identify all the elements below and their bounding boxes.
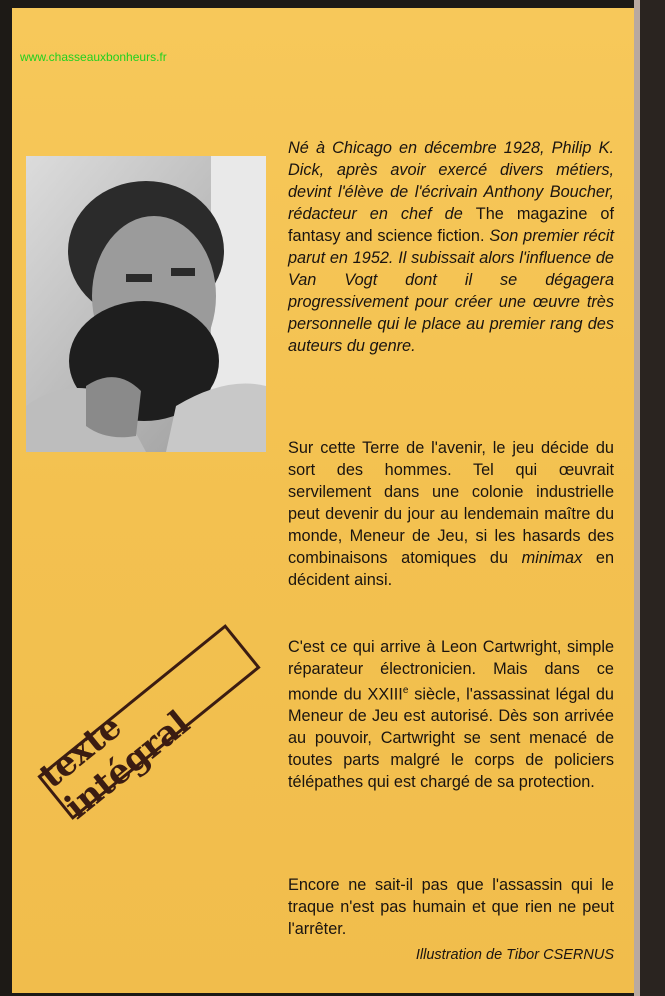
stamp-label: texte intégral [32,703,198,828]
author-photo [26,156,266,452]
spine-edge [634,0,640,996]
bio-text-1: Né à Chicago en décembre 1928, Philip K. Dick, après avoir exercé divers métiers, devint l'élève de l'écrivain Anthony Boucher, rédacteur en chef de [288,139,614,223]
century-superscript: e [402,685,409,696]
synopsis-2-end: siècle, l'assassinat légal du Meneur de Jeu est autorisé. Dès son arrivée au pouvoir, Cartwright se sent menacé de toutes parts malgré le corps de policiers télépathes qui est chargé de sa protection. [288,685,614,792]
minimax-word: minimax [521,549,583,567]
author-biography [288,137,614,357]
synopsis-1-end: en décident ainsi. [288,549,614,589]
synopsis-1-text: Sur cette Terre de l'avenir, le jeu décide du sort des hommes. Tel qui œuvrait servilement dans une colonie industrielle peut devenir du jour au lendemain maître du monde, Meneur de Jeu, si les hasards des combinaisons atomiques du [288,439,614,567]
magazine-title: The magazine of fantasy and science fiction. [288,205,614,245]
illustration-credit: Illustration de Tibor CSERNUS [415,947,614,963]
synopsis-paragraph-2 [288,636,614,793]
watermark-url[interactable]: www.chasseauxbonheurs.fr [20,50,167,64]
synopsis-paragraph-1 [288,437,614,591]
synopsis-paragraph-3: Encore ne sait-il pas que l'assassin qui le traque n'est pas humain et que rien ne peut l'arrêter. [288,876,614,938]
bio-text-2: Son premier récit parut en 1952. Il subissait alors l'influence de Van Vogt dont il se dégagera progressivement pour créer une œuvre très personnelle qui le place au premier rang des auteurs du genre. [288,227,614,355]
synopsis-2-text: C'est ce qui arrive à Leon Cartwright, simple réparateur électronicien. Mais dans ce monde du XXIII [288,638,614,704]
